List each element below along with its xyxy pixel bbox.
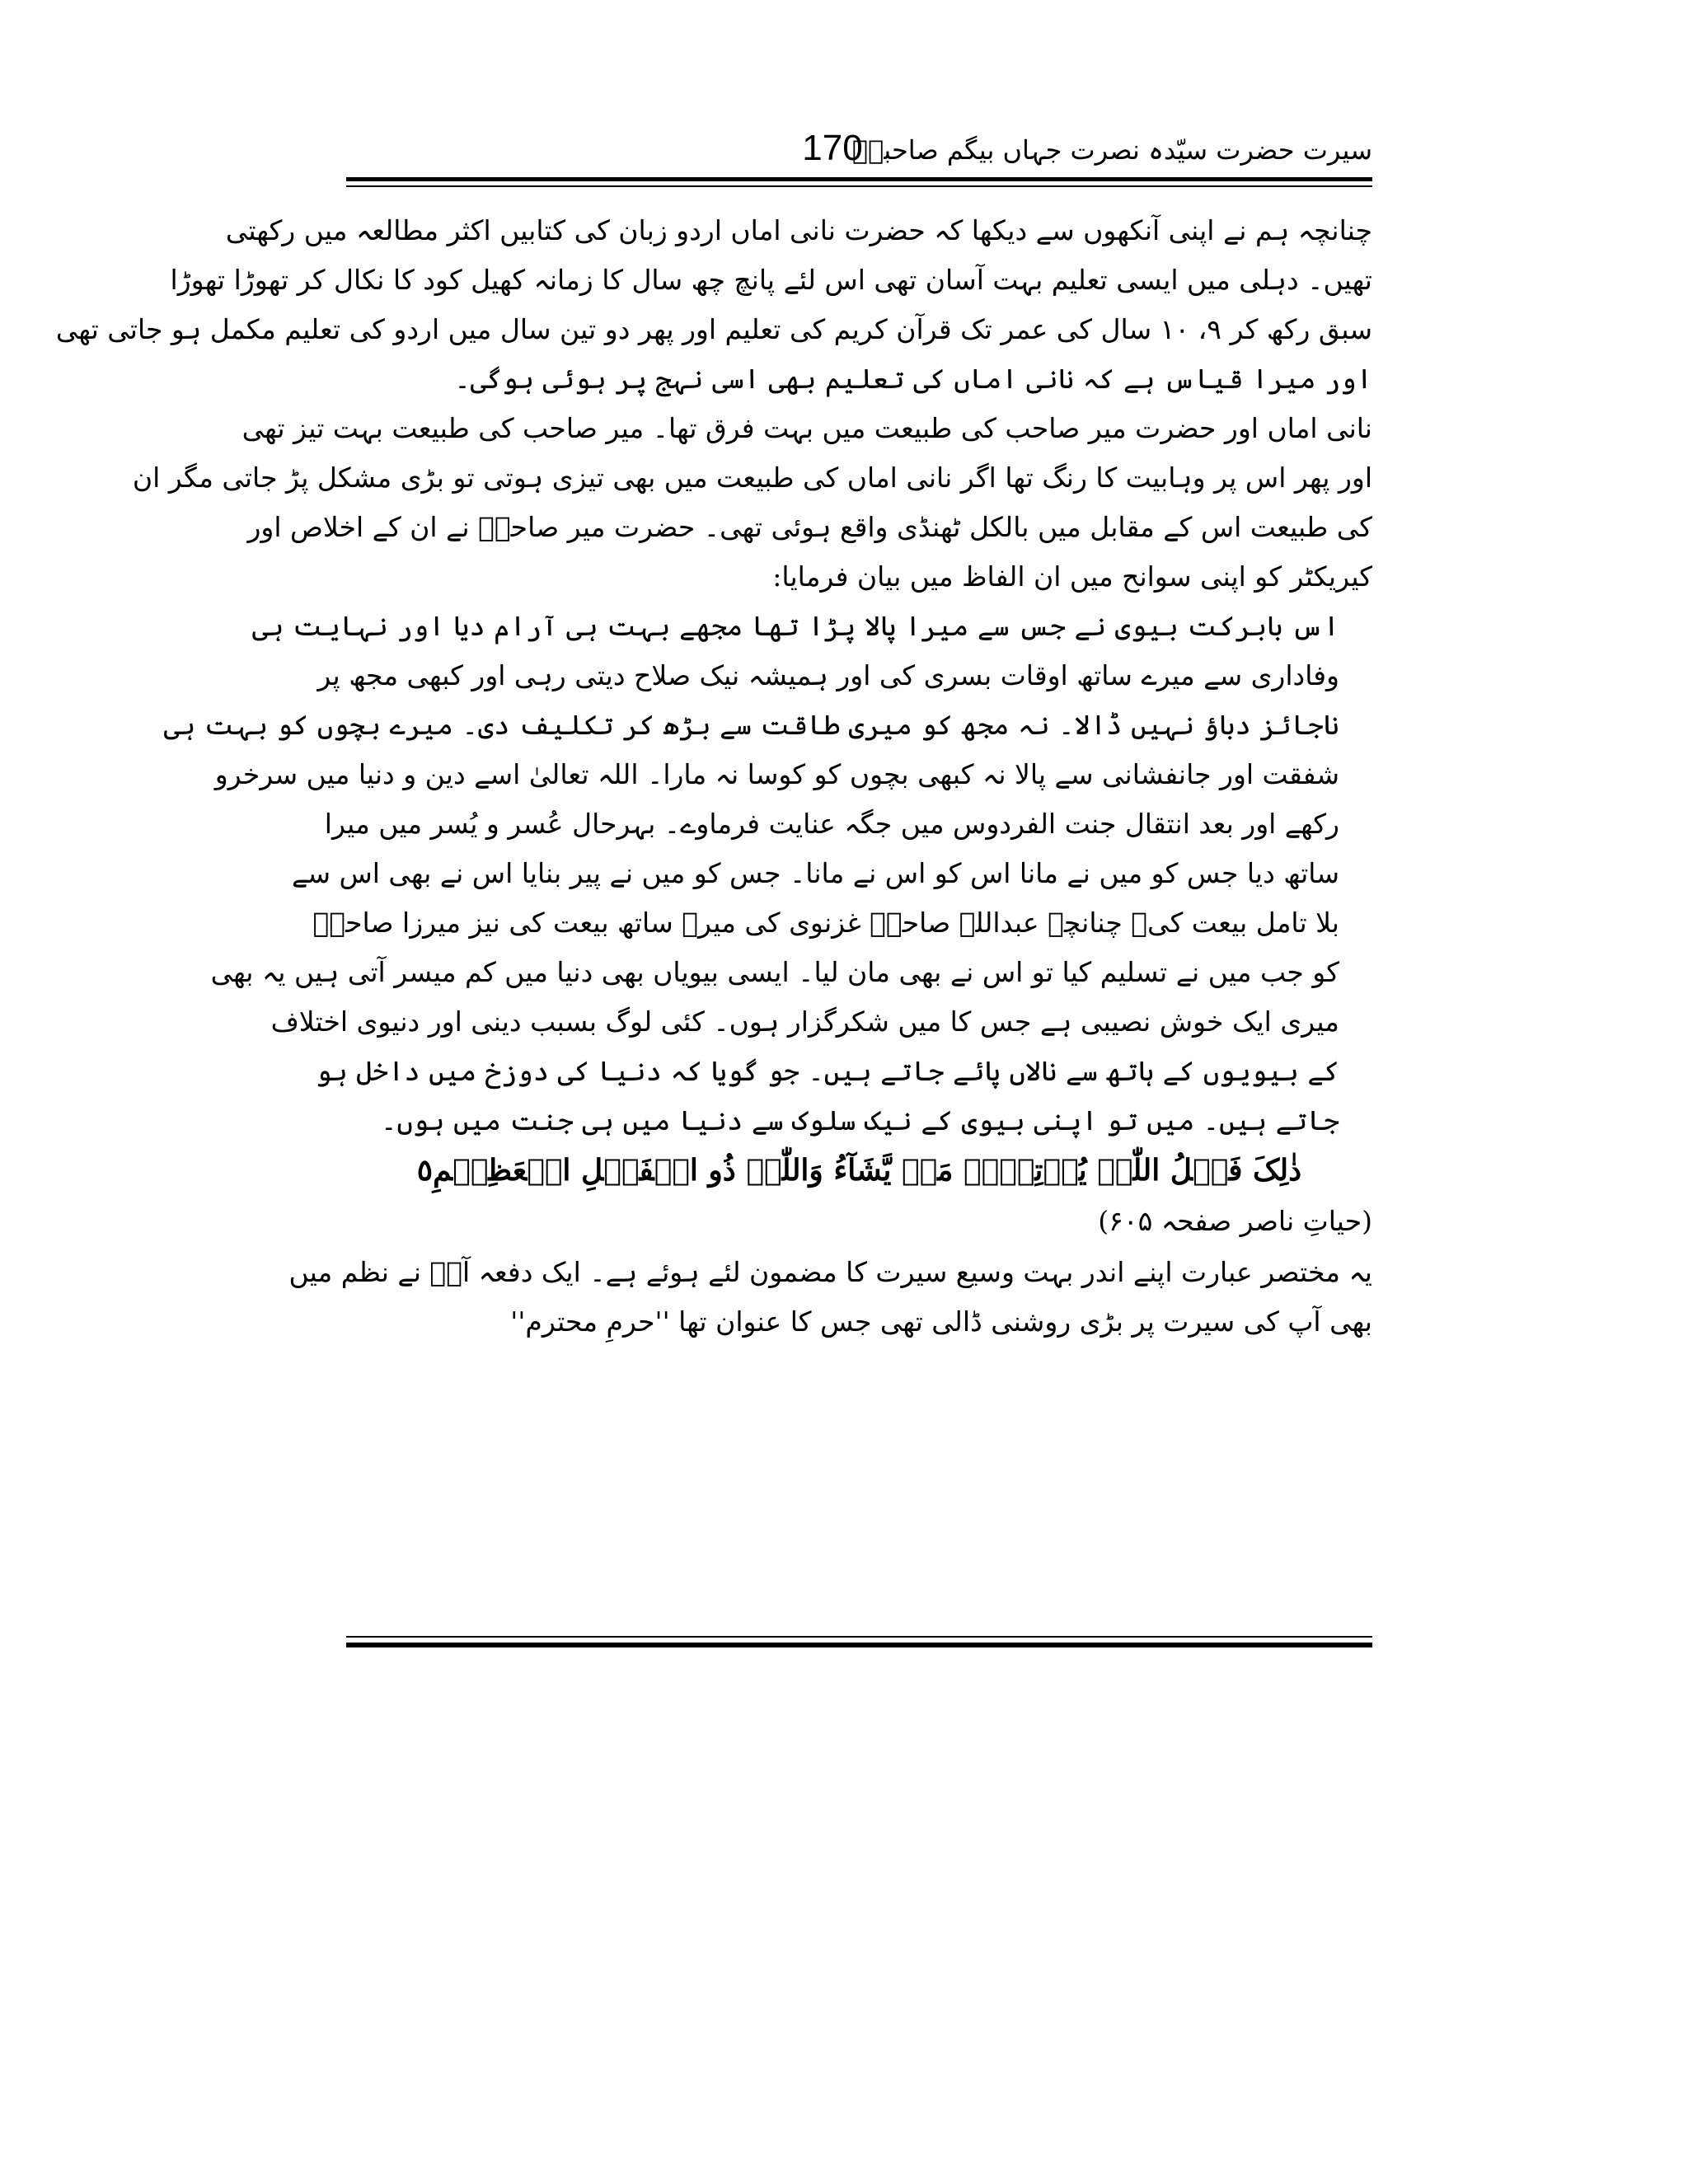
- quote-line: ناجائز دباؤ نہیں ڈالا۔ نہ مجھ کو میری طاقت سے بڑھ کر تکلیف دی۔ میرے بچوں کو بہت ہی: [163, 709, 1339, 741]
- text-line: بھی آپ کی سیرت پر بڑی روشنی ڈالی تھی جس کا عنوان تھا ''حرمِ محترم'': [510, 1305, 1372, 1338]
- quote-line: جاتے ہیں۔ میں تو اپنی بیوی کے نیک سلوک سے دنیا میں ہی جنت میں ہوں۔: [381, 1104, 1339, 1137]
- paragraph-1: [55, 206, 1372, 404]
- quote-line: بلا تامل بیعت کی۔ چنانچہ عبداللہ صاحبؓ غزنوی کی میرے ساتھ بیعت کی نیز میرزا صاحبؑ: [312, 907, 1339, 939]
- block-quote: [163, 602, 1372, 1195]
- text-line: یہ مختصر عبارت اپنے اندر بہت وسیع سیرت کا مضمون لئے ہوئے ہے۔ ایک دفعہ آپؓ نے نظم میں: [288, 1256, 1372, 1288]
- text-line: تھیں۔ دہلی میں ایسی تعلیم بہت آسان تھی اس لئے پانچ چھ سال کا زمانہ کھیل کود کا نکال کر تھوڑا تھوڑا: [170, 264, 1372, 296]
- text-line: اور پھر اس پر وہابیت کا رنگ تھا اگر نانی اماں کی طبیعت میں بھی تیزی ہوتی تو بڑی مشکل پڑ جاتی مگر ان: [132, 462, 1372, 494]
- citation-reference: (حیاتِ ناصر صفحہ ۶۰۵): [1098, 1205, 1372, 1237]
- paragraph-2: [132, 404, 1372, 602]
- quote-line: کے بیویوں کے ہاتھ سے نالاں پائے جاتے ہیں۔ جو گویا کہ دنیا کی دوزخ میں داخل ہو: [316, 1055, 1339, 1087]
- page-header: [346, 128, 1372, 177]
- quote-line: رکھے اور بعد انتقال جنت الفردوس میں جگہ عنایت فرماوے۔ بہرحال عُسر و یُسر میں میرا: [324, 808, 1339, 840]
- quote-line: اس بابرکت بیوی نے جس سے میرا پالا پڑا تھا مجھے بہت ہی آرام دیا اور نہایت ہی: [251, 610, 1339, 642]
- footer-rule-thin: [346, 1636, 1372, 1638]
- running-title: سیرت حضرت سیّدہ نصرت جہاں بیگم صاحبہؓ: [851, 134, 1372, 166]
- text-line: نانی اماں اور حضرت میر صاحب کی طبیعت میں بہت فرق تھا۔ میر صاحب کی طبیعت بہت تیز تھی: [241, 412, 1372, 444]
- quote-line: ساتھ دیا جس کو میں نے مانا اس کو اس نے مانا۔ جس کو میں نے پیر بنایا اس نے بھی اس سے: [291, 857, 1339, 889]
- arabic-verse: ذٰلِکَ فَضۡلُ اللّٰہِ یُؤۡتِیۡہِ مَنۡ یَّشَآءُ وَاللّٰہُ ذُو الۡفَضۡلِ الۡعَظِیۡمِ٥: [416, 1153, 1302, 1188]
- body-text: [55, 206, 1372, 1347]
- text-line: سبق رکھ کر ۹، ۱۰ سال کی عمر تک قرآن کریم کی تعلیم اور پھر دو تین سال میں اردو کی تعلیم مکمل ہو جاتی تھی: [55, 313, 1372, 345]
- quote-line: کو جب میں نے تسلیم کیا تو اس نے بھی مان لیا۔ ایسی بیویاں بھی دنیا میں کم میسر آتی ہیں یہ بھی: [210, 956, 1339, 988]
- page-number: 170: [802, 128, 863, 168]
- footer-rule-thick: [346, 1643, 1372, 1647]
- paragraph-3: [288, 1248, 1372, 1347]
- header-rule-thick: [346, 177, 1372, 181]
- text-line: اور میرا قیاس ہے کہ نانی اماں کی تعلیم بھی اسی نہج پر ہوئی ہوگی۔: [454, 363, 1372, 395]
- header-rule-thin: [346, 185, 1372, 187]
- quote-line: شفقت اور جانفشانی سے پالا نہ کبھی بچوں کو کوسا نہ مارا۔ اللہ تعالیٰ اسے دین و دنیا میں سرخرو: [214, 758, 1339, 790]
- text-line: چنانچہ ہم نے اپنی آنکھوں سے دیکھا کہ حضرت نانی اماں اردو زبان کی کتابیں اکثر مطالعہ میں رکھتی: [225, 214, 1372, 246]
- text-line: کیریکٹر کو اپنی سوانح میں ان الفاظ میں بیان فرمایا:: [772, 560, 1372, 593]
- quote-line: میری ایک خوش نصیبی ہے جس کا میں شکرگزار ہوں۔ کئی لوگ بسبب دینی اور دنیوی اختلاف: [270, 1005, 1339, 1038]
- text-line: کی طبیعت اس کے مقابل میں بالکل ٹھنڈی واقع ہوئی تھی۔ حضرت میر صاحبؓ نے ان کے اخلاص اور: [247, 511, 1372, 543]
- quote-line: وفاداری سے میرے ساتھ اوقات بسری کی اور ہمیشہ نیک صلاح دیتی رہی اور کبھی مجھ پر: [317, 659, 1339, 691]
